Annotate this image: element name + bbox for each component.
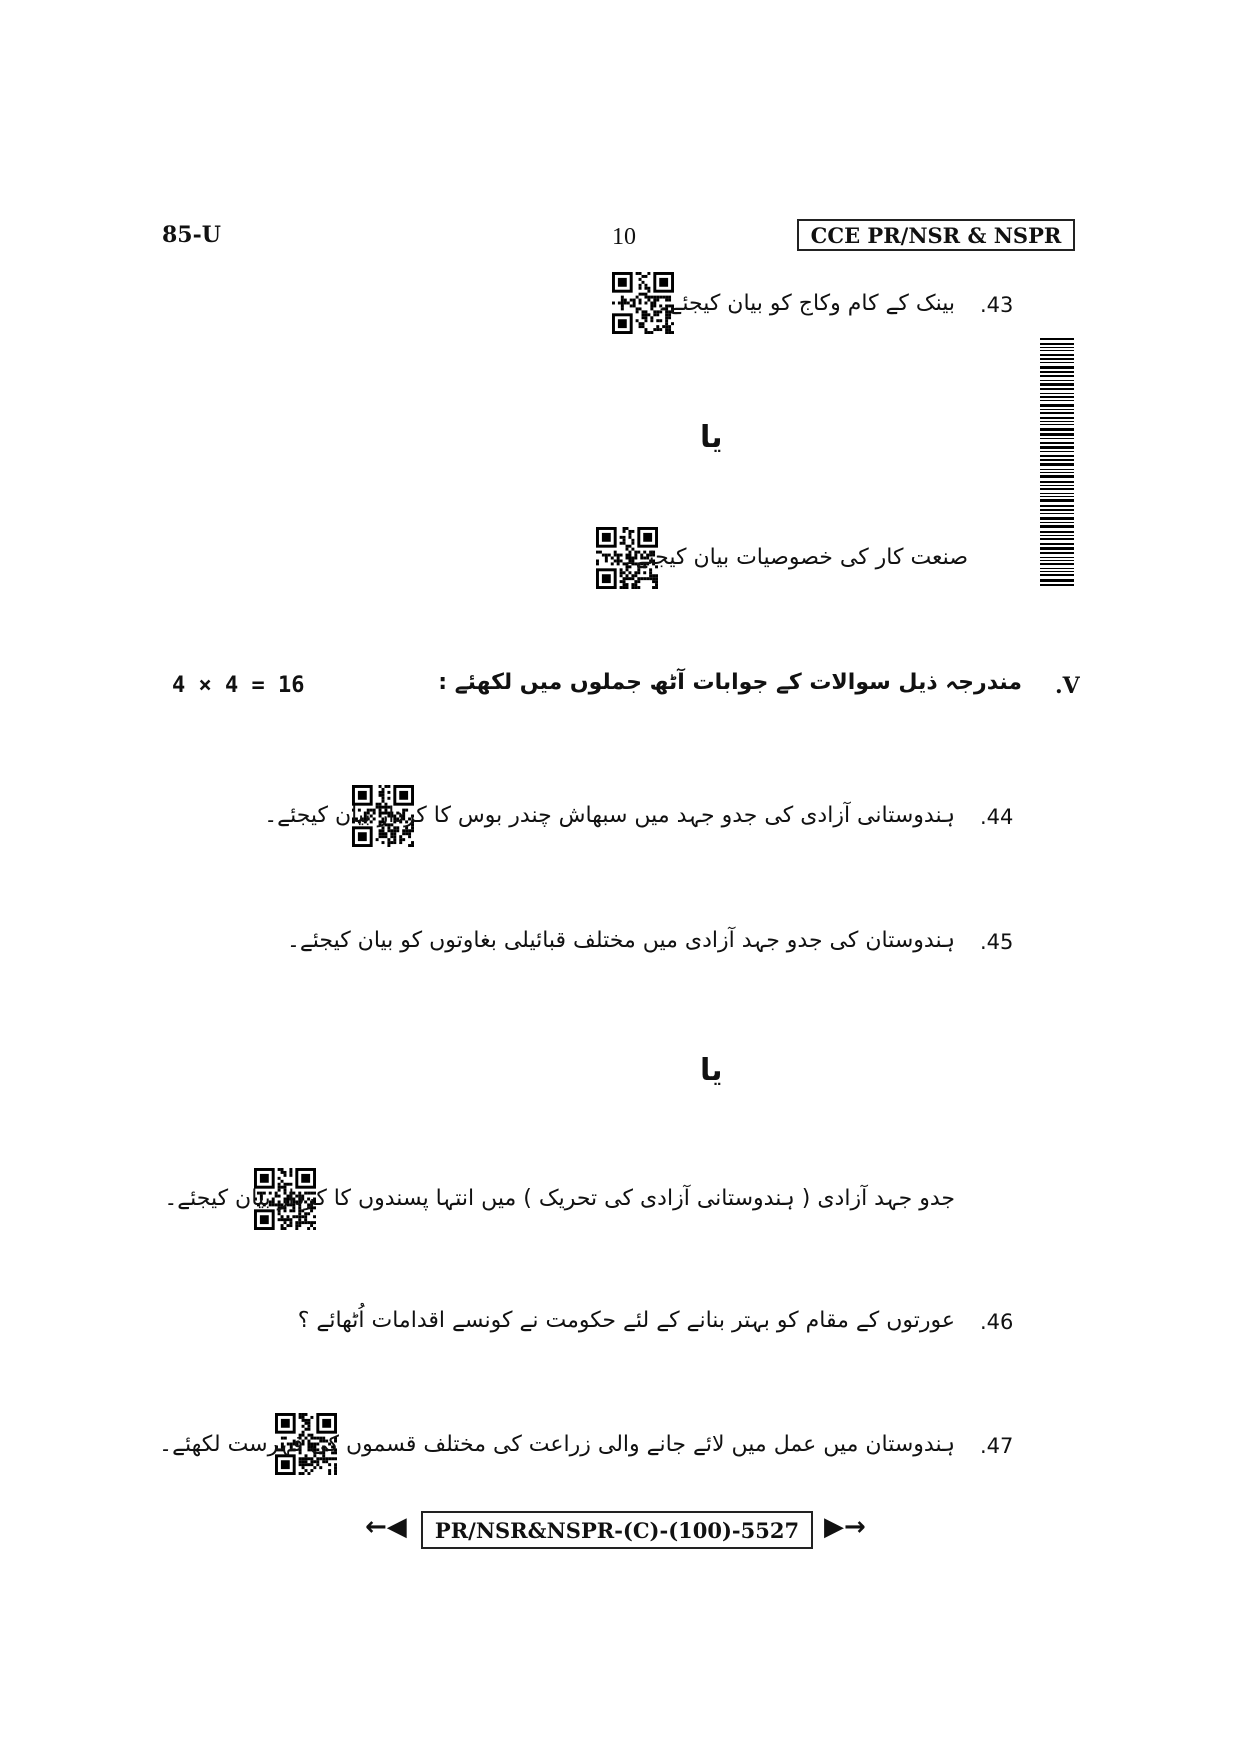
question-43-alt-text: صنعت کار کی خصوصیات بیان کیجئے۔ — [622, 545, 968, 570]
question-44-text: ہندوستانی آزادی کی جدو جہد میں سبھاش چندر بوس کا کردار بیان کیجئے۔ — [264, 803, 955, 828]
footer-code: PR/NSR&NSPR-(C)-(100)-5527 — [434, 1517, 800, 1543]
section-v-marks: 4 × 4 = 16 — [172, 673, 305, 698]
question-44-number: .44 — [980, 805, 1014, 829]
footer-code-box — [421, 1511, 813, 1549]
exam-label-box — [797, 219, 1075, 251]
question-45-text: ہندوستان کی جدو جہد آزادی میں مختلف قبائیلی بغاوتوں کو بیان کیجئے۔ — [286, 928, 955, 953]
exam-label: CCE PR/NSR & NSPR — [810, 222, 1062, 248]
barcode-icon — [1040, 338, 1074, 620]
question-46-number: .46 — [980, 1310, 1014, 1334]
question-45-number: .45 — [980, 930, 1014, 954]
paper-code: 85-U — [162, 222, 221, 248]
question-46-text: عورتوں کے مقام کو بہتر بنانے کے لئے حکومت نے کونسے اقدامات اُٹھائے ؟ — [297, 1308, 955, 1333]
section-v-number: .V — [1055, 673, 1080, 699]
right-arrow-icon: ▶→ — [824, 1512, 866, 1542]
page-number: 10 — [612, 224, 636, 250]
left-arrow-icon: ←◀ — [365, 1512, 407, 1542]
question-47-text: ہندوستان میں عمل میں لائے جانے والی زراعت کی مختلف قسموں کی فہرست لکھئے۔ — [159, 1432, 955, 1457]
section-v-instruction: مندرجہ ذیل سوالات کے جوابات آٹھ جملوں میں لکھئے : — [438, 670, 1022, 695]
or-separator: یا — [700, 1053, 723, 1088]
question-43-text: بینک کے کام وکاج کو بیان کیجئے۔ — [656, 291, 955, 316]
question-47-number: .47 — [980, 1434, 1014, 1458]
or-separator: یا — [700, 420, 723, 455]
question-45-alt-text: جدو جہد آزادی ( ہندوستانی آزادی کی تحریک ) میں انتہا پسندوں کا کردار بیان کیجئے۔ — [164, 1186, 955, 1211]
question-43-number: .43 — [980, 293, 1014, 317]
